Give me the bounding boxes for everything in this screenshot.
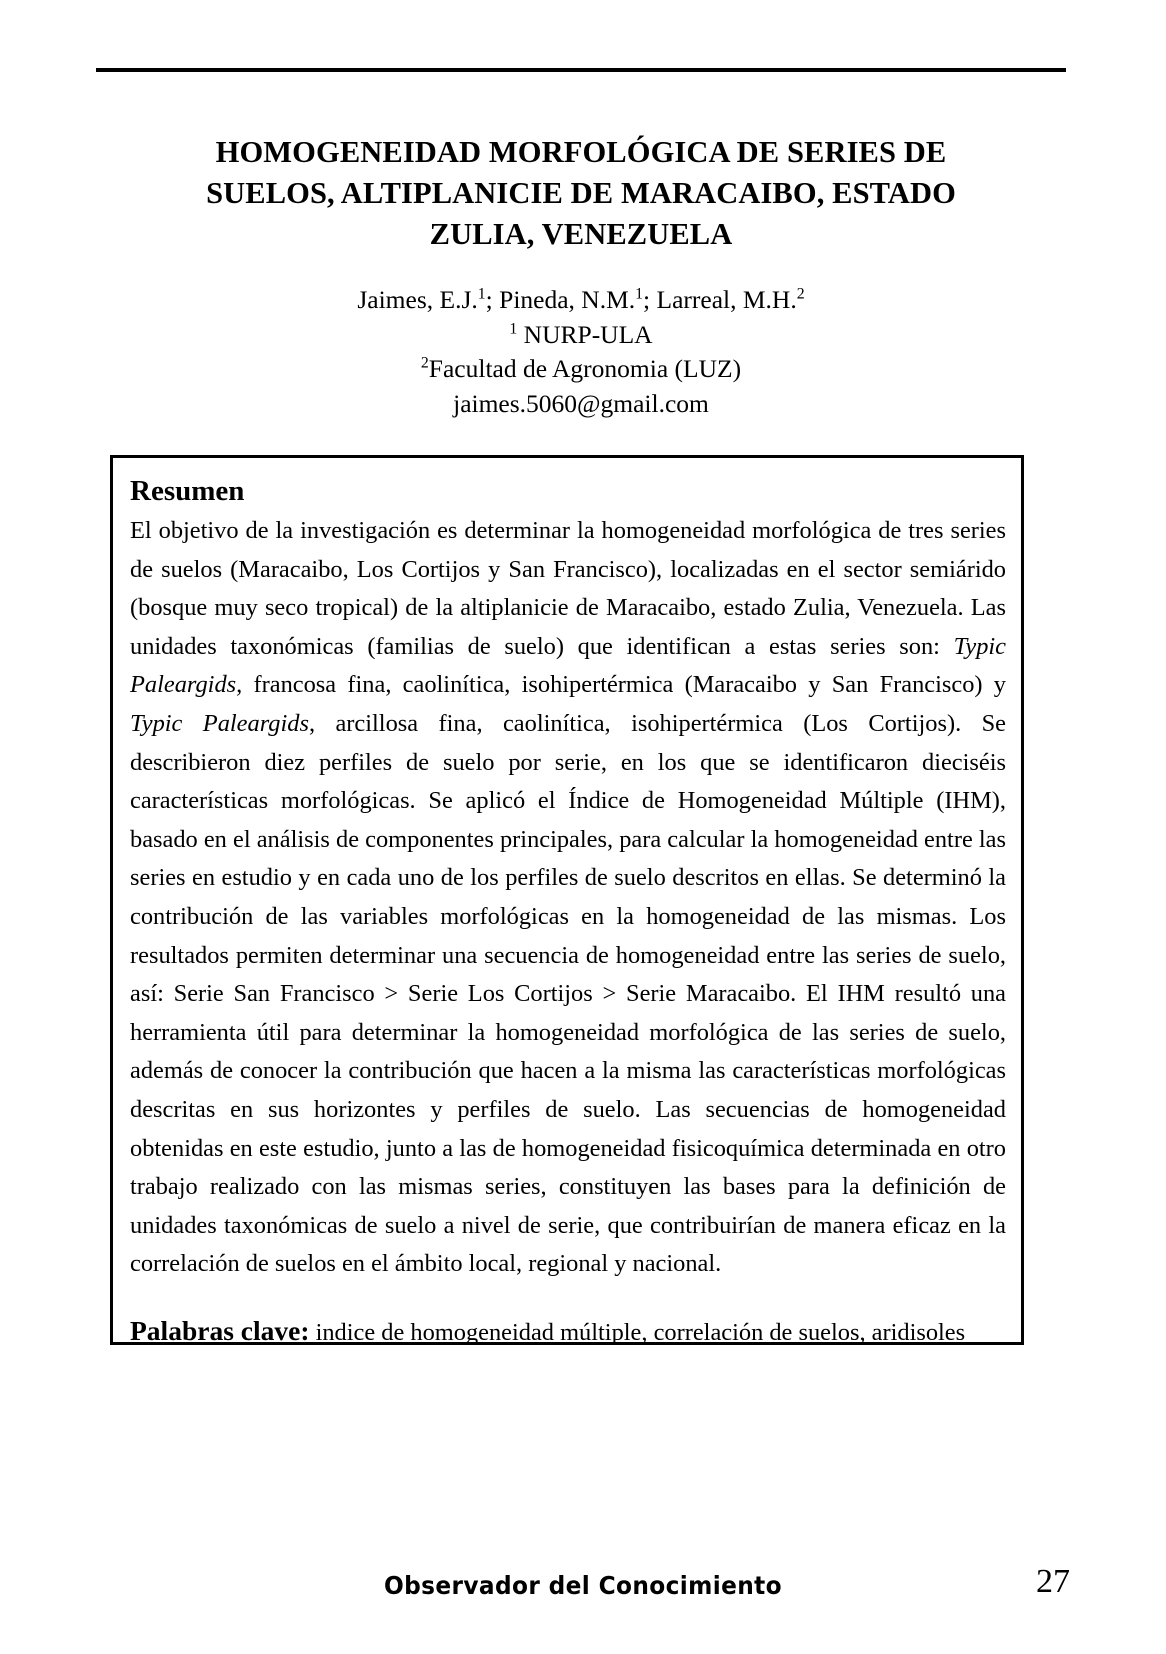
abstract-paragraph	[130, 512, 1006, 1284]
author-1-affiliation-marker: 1	[477, 285, 486, 303]
affiliation-1	[120, 318, 1042, 353]
keywords-list: indice de homogeneidad múltiple, correlación de suelos, aridisoles	[309, 1318, 966, 1346]
author-2-affiliation-marker: 1	[635, 285, 644, 303]
abstract-text-part-1: El objetivo de la investigación es determinar la homogeneidad morfológica de tres series de suelos (Maracaibo, Los Cortijos y San Francisco), localizadas en el sector semiárido (bosque muy seco tropical) de la altiplanicie de Maracaibo, estado Zulia, Venezuela. Las unidades taxonómicas (familias de suelo) que identifican a estas series son:	[130, 517, 1006, 660]
abstract-text-part-2: francosa fina, caolinítica, isohipertérmica (Maracaibo y San Francisco) y	[242, 671, 1006, 699]
author-2-name: Pineda, N.M.	[499, 285, 636, 314]
contact-email[interactable]: jaimes.5060@gmail.com	[453, 388, 709, 418]
keywords-section	[130, 1312, 1006, 1353]
title-line-1: HOMOGENEIDAD MORFOLÓGICA DE SERIES DE	[215, 135, 947, 169]
taxon-name-2: Typic Paleargids	[130, 709, 309, 737]
author-line	[120, 283, 1042, 318]
abstract-box	[110, 455, 1024, 1345]
author-1-name: Jaimes, E.J.	[357, 285, 478, 314]
author-separator-1: ;	[485, 285, 500, 314]
affiliation-2	[120, 352, 1042, 387]
affiliation-1-text: NURP-ULA	[517, 319, 653, 349]
page-number: 27	[1036, 1563, 1070, 1600]
affiliation-2-text: Facultad de Agronomia (LUZ)	[428, 354, 742, 383]
header-rule-icon	[96, 68, 1066, 72]
footer-journal-title: Observador del Conocimiento	[384, 1571, 782, 1600]
affiliation-2-marker: 2	[420, 354, 429, 372]
title-line-2: SUELOS, ALTIPLANICIE DE MARACAIBO, ESTADO	[206, 176, 956, 210]
author-3-affiliation-marker: 2	[796, 285, 805, 303]
abstract-content	[130, 472, 1006, 1352]
author-3-name: Larreal, M.H.	[656, 285, 797, 314]
author-block	[120, 283, 1042, 421]
title-line-3: ZULIA, VENEZUELA	[429, 217, 733, 251]
page-title	[120, 132, 1042, 255]
taxon-name-1: Typic Paleargids,	[130, 632, 1006, 699]
author-separator-2: ;	[643, 285, 657, 314]
abstract-text-part-3: , arcillosa fina, caolinítica, isohipertérmica (Los Cortijos). Se describieron diez perfiles de suelo por serie, en los que se identificaron dieciséis características morfológicas. Se aplicó el Índice de Homogeneidad Múltiple (IHM), basado en el análisis de componentes principales, para calcular la homogeneidad entre las series en estudio y en cada uno de los perfiles de suelo descritos en ellas. Se determinó la contribución de las variables morfológicas en la homogeneidad de las mismas. Los resultados permiten determinar una secuencia de homogeneidad entre las series de suelo, así: Serie San Francisco > Serie Los Cortijos > Serie Maracaibo. El IHM resultó una herramienta útil para determinar la homogeneidad morfológica de las series de suelo, además de conocer la contribución que hacen a la misma las características morfológicas descritas en sus horizontes y perfiles de suelo. Las secuencias de homogeneidad obtenidas en este estudio, junto a las de homogeneidad fisicoquímica determinada en otro trabajo realizado con las mismas series, constituyen las bases para la definición de unidades taxonómicas de suelo a nivel de serie, que contribuirían de manera eficaz en la correlación de suelos en el ámbito local, regional y nacional.	[130, 709, 1006, 1278]
affiliation-1-marker: 1	[509, 320, 518, 337]
keywords-label: Palabras clave:	[130, 1314, 310, 1346]
abstract-heading: Resumen	[130, 475, 245, 507]
